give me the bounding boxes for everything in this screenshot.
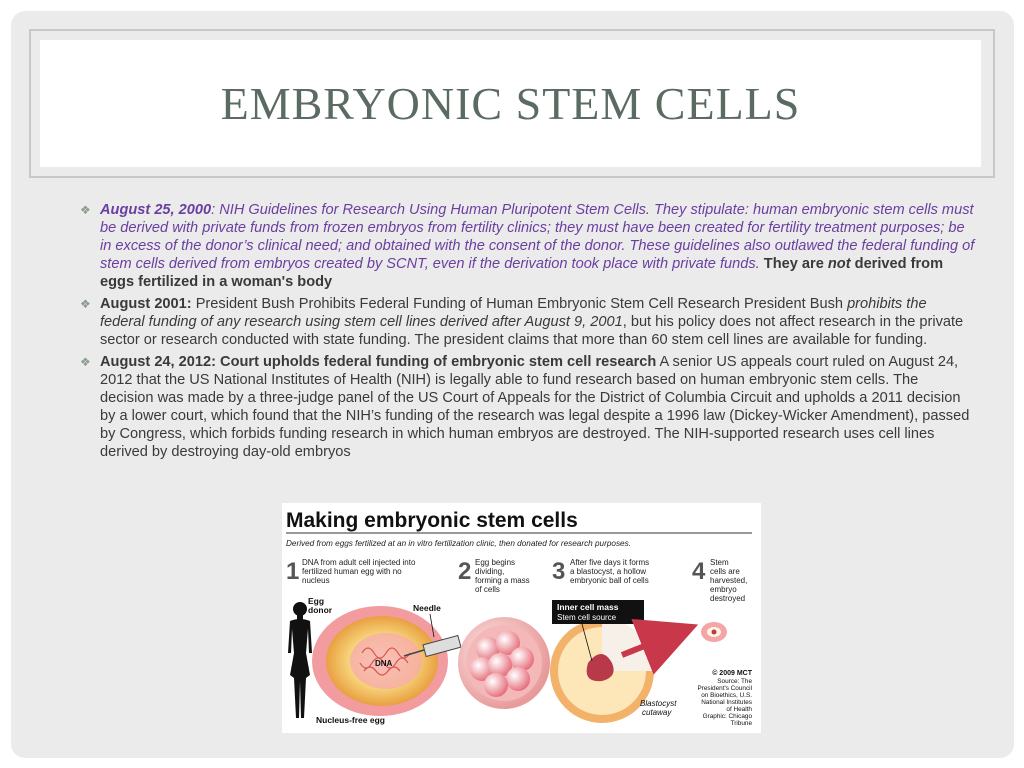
bullet-italic-text: prohibits the federal funding of any research using stem cell lines derived after August 9, 2001 [100,296,927,330]
figure-heading: Making embryonic stem cells [286,509,578,532]
credit-line: Graphic: Chicago [702,713,752,720]
bullet-date: August 2001: [100,296,192,312]
stem-cell-infographic [282,503,761,733]
step-text-line: forming a mass [475,576,530,585]
stem-cell-source-label: Stem cell source [557,613,617,622]
step-text-line: After five days it forms [570,558,650,567]
step-text-line: Egg begins [475,558,516,567]
bullet-date: August 24, 2012: Court upholds federal funding of embryonic stem cell research [100,354,657,370]
needle-label: Needle [413,603,441,613]
bullet-item-2001 [80,295,975,349]
bullet-text: A senior US appeals court ruled on August 24, 2012 that the US National Institutes of Health (NIH) is legally able to fund research based on human embryonic stem cells. The decision was made by a three-judge panel of the US Court of Appeals for the District of Columbia Circuit and upholds a 2011 decision by a lower court, which found that the NIH’s funding of the research was legal despite a 1996 law (Dickey-Wicker Amendment), passed by Congress, which forbids funding research in which human embryos are destroyed. The NIH-supported research uses cell lines derived by destroying day-old embryos [100,354,970,460]
credit-line: of Health [726,706,752,713]
bullet-list [80,201,975,465]
credit-line: President's Council [697,685,752,692]
bullet-bold-text: They are not derived from eggs fertilized in a woman's body [100,256,944,290]
harvested-cell-illustration [701,622,727,642]
credit-copyright: © 2009 MCT [712,670,752,677]
step-1 [286,558,416,585]
bullet-date: August 25, 2000 [100,202,212,218]
step-text-line: Stem [710,558,729,567]
step-text-line: cells are [710,567,740,576]
title-box [40,40,981,167]
bullet-diamond-icon: ❖ [80,355,91,369]
step-4 [692,558,747,603]
figure-subheading: Derived from eggs fertilized at an in vitro fertilization clinic, then donated for research purposes. [286,539,631,548]
bullet-text-end: , but his policy does not affect research in the private sector or research conducted with state funding. The president claims that more than 60 stem cell lines are available for funding. [100,314,964,348]
egg-donor-label: donor [308,605,333,615]
bullet-item-2012 [80,353,975,461]
blastocyst-label: Blastocyst [640,699,677,708]
step-number: 1 [286,558,300,585]
step-text-line: fertilized human egg with no [302,567,402,576]
credit-line: Source: The [717,678,752,685]
blastocyst-illustration [550,619,654,723]
egg-donor-label: Egg [308,596,325,606]
bullet-text: : NIH Guidelines for Research Using Human Pluripotent Stem Cells. They stipulate: human embryonic stem cells must be derived with private funds from frozen embryos from fertility clinics; they must have been created for fertility treatment purposes; be in excess of the donor’s clinical need; and obtained with the consent of the donor. These guidelines also outlawed the federal funding of stem cells derived from embryos created by SCNT, even if the derivation took place with private funds. [100,202,975,272]
credit-line: on Bioethics, U.S. [701,692,752,699]
step-number: 4 [692,558,706,585]
step-text-line: nucleus [302,576,330,585]
step-2 [458,558,530,594]
step-text-line: a blastocyst, a hollow [570,567,647,576]
inner-cell-mass-label: Inner cell mass [557,602,619,612]
bullet-item-2000 [80,201,975,291]
credit-line: Tribune [730,720,752,727]
step-3 [552,558,649,585]
credit-block [697,669,752,727]
step-text-line: harvested, [710,576,748,585]
step-text-line: embryonic ball of cells [570,576,649,585]
credit-line: National Institutes [701,699,752,706]
woman-silhouette-icon [288,602,312,718]
step-text-line: of cells [475,585,500,594]
slide-title: EMBRYONIC STEM CELLS [220,78,801,129]
bullet-text: President Bush Prohibits Federal Funding of Human Embryonic Stem Cell Research President Bush [191,296,848,312]
step-text-line: DNA from adult cell injected into [302,558,416,567]
step-number: 3 [552,558,566,585]
blastocyst-label: cutaway [642,708,672,717]
step-text-line: embryo [710,585,737,594]
bullet-diamond-icon: ❖ [80,203,91,217]
bullet-diamond-icon: ❖ [80,297,91,311]
dividing-cells-illustration [458,617,550,709]
dna-label: DNA [375,659,393,668]
step-text-line: dividing, [475,567,505,576]
step-number: 2 [458,558,472,585]
step-text-line: destroyed [710,594,746,603]
nucleus-free-egg-label: Nucleus-free egg [316,715,385,725]
